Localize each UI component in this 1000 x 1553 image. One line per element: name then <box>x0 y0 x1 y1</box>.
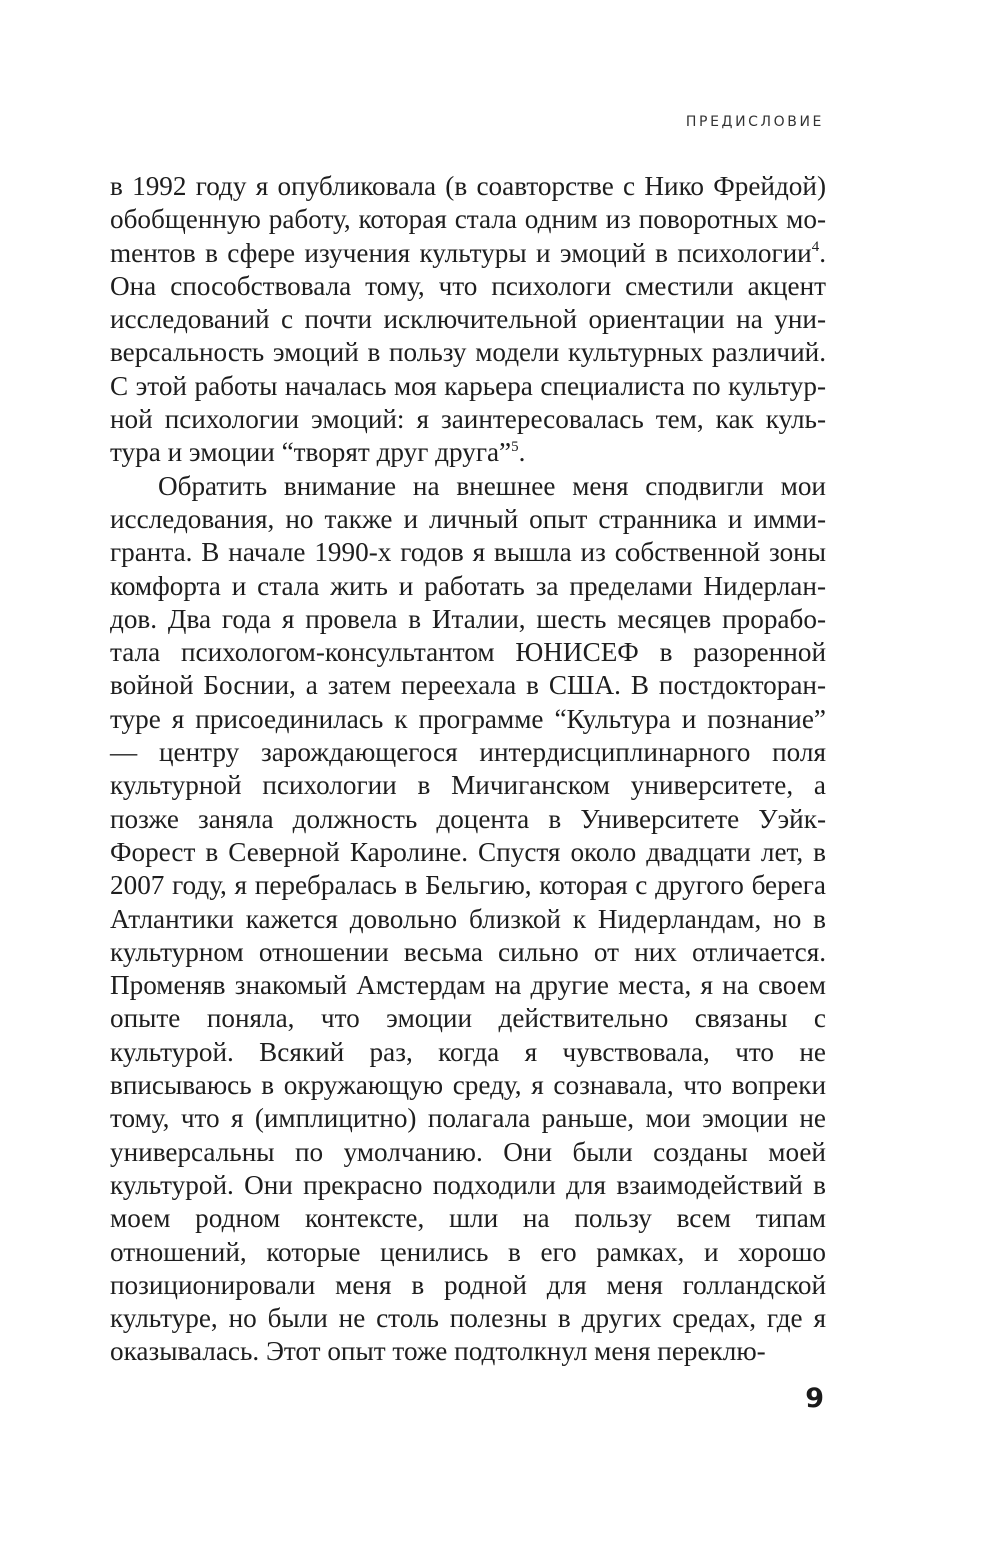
paragraph-1-text-b: . Она способствовала тому, что психологи сместили акцент исследований с почти исключительной ориентации на универсальность эмоций в пользу модели культурных различий. С этой работы началась моя карьера специалиста по культурной психологии эмоций: я заинтересовалась тем, как культура и эмоции “творят друг друга” <box>110 237 826 468</box>
footnote-ref-4[interactable]: 4 <box>811 238 820 255</box>
body-text <box>110 170 826 1369</box>
footnote-ref-5[interactable]: 5 <box>511 438 519 455</box>
paragraph-1-text-c: . <box>518 437 526 468</box>
paragraph-2: Обратить внимание на внешнее меня сподвигли мои исследования, но также и личный опыт странника и иммигранта. В начале 1990-х годов я вышла из собственной зоны комфорта и стала жить и работать за пределами Нидерландов. Два года я провела в Италии, шесть месяцев проработала психологом-консультантом ЮНИСЕФ в разоренной войной Боснии, а затем переехала в США. В постдокторантуре я присоединилась к программе “Культура и познание” — центру зарождающегося интердисциплинарного поля культурной психологии в Мичиганском университете, а позже заняла должность доцента в Университете Уэйк-Форест в Северной Каролине. Спустя около двадцати лет, в 2007 году, я перебралась в Бельгию, которая с другого берега Атлантики кажется довольно близкой к Нидерландам, но в культурном отношении весьма сильно от них отличается. Променяв знакомый Амстердам на другие места, я на своем опыте поняла, что эмоции действительно связаны с культурой. Всякий раз, когда я чувствовала, что не вписываюсь в окружающую среду, я сознавала, что вопреки тому, что я (имплицитно) полагала раньше, мои эмоции не универсальны по умолчанию. Они были созданы моей культурой. Они прекрасно подходили для взаимодействий в моем родном контексте, шли на пользу всем типам отношений, которые ценились в его рамках, и хорошо позиционировали меня в родной для меня голландской культуре, но были не столь полезны в других средах, где я оказывалась. Этот опыт тоже подтолкнул меня переклю- <box>110 470 826 1367</box>
paragraph-continuation <box>110 170 826 470</box>
page-number: 9 <box>805 1383 824 1414</box>
paragraph-1-text-a: в 1992 году я опубликовала (в соавторстве с Нико Фрейдой) обобщенную работу, которая стала одним из поворотных моmентов в сфере изучения культуры и эмоций в психологии <box>110 171 826 268</box>
running-head: ПРЕДИСЛОВИЕ <box>685 114 824 130</box>
